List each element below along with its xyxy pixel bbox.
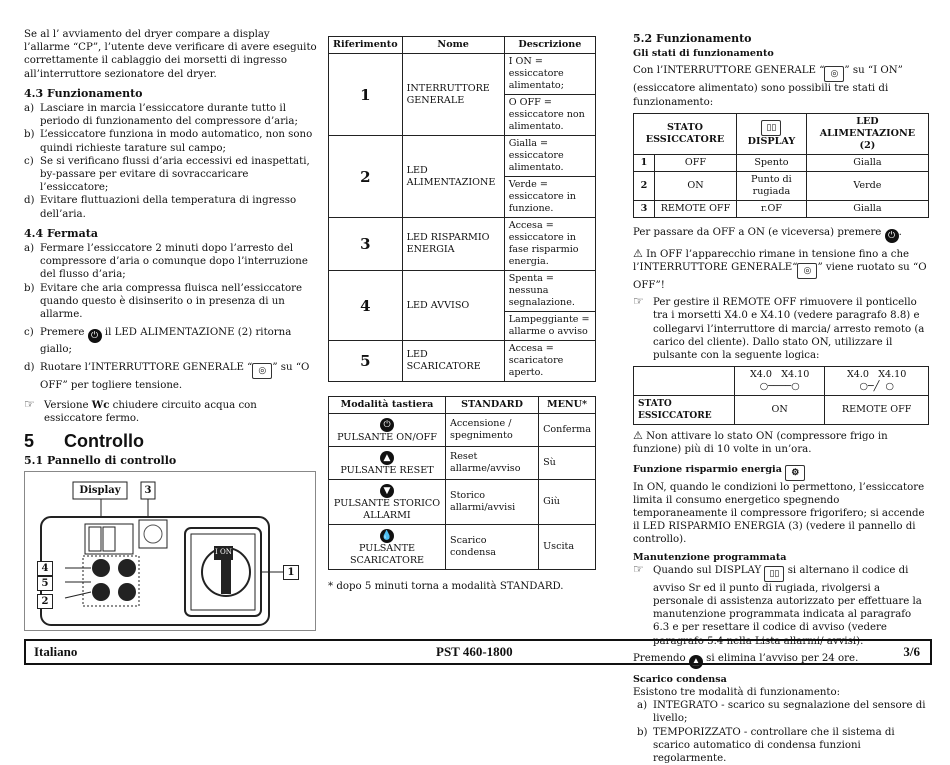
footer-model: PST 460-1800 [436, 644, 513, 659]
table-row: 3 LED RISPARMIO ENERGIA Accesa = essiccatore in fase risparmio energia. [329, 218, 596, 271]
main-switch-icon: ◎ [252, 363, 272, 379]
intro-paragraph: Se al l’ avviamento del dryer compare a display l’allarme “CP”, l’utente deve verificare di avere eseguito correttamente il cablaggio dei morsetti di ingresso all’interruttore sezionatore del dryer. [24, 29, 317, 80]
pointing-hand-icon: ☞ [24, 396, 35, 411]
table-header: STATO ESSICCATORE [634, 113, 737, 154]
pointing-hand-icon: ☞ [633, 294, 644, 309]
display-icon: ▯▯ [761, 120, 781, 136]
on-off-button-icon: ⏻ [380, 418, 394, 432]
list-item: d) Ruotare l’INTERRUTTORE GENERALE “ ◎ ” su “O OFF” per togliere tensione. [24, 362, 310, 392]
reference-table [328, 36, 596, 382]
callout-1: 1 [283, 565, 299, 580]
section-4-4-title: 4.4 Fermata [24, 226, 98, 240]
table-header: Nome [402, 37, 504, 54]
on-contact-diagram: X4.0 X4.10 ○────○ [735, 367, 825, 396]
table-header: ▯▯ DISPLAY [736, 113, 806, 154]
energy-saving-title: Funzione risparmio energia ⚙ [633, 463, 929, 481]
on-off-button-icon: ⏻ [88, 329, 102, 343]
table-row: ⏻ PULSANTE ON/OFF Accensione / spegnimento Conferma [329, 414, 596, 447]
table-row: O OFF = essiccatore non alimentato. [329, 95, 596, 136]
remote-off-table [633, 366, 929, 425]
section-4-3-title: 4.3 Funzionamento [24, 86, 143, 100]
table-row: 2 LED ALIMENTAZIONE Gialla = essiccatore alimentato. [329, 136, 596, 177]
switch-on-label: I ON [214, 546, 233, 559]
reset-button-icon: ▲ [689, 655, 703, 669]
warning-dismiss: Premendo ▲ si elimina l’avviso per 24 ore. [633, 652, 859, 667]
pointing-hand-icon: ☞ [633, 561, 644, 576]
list-item: b) Evitare che aria compressa fluisca nell’essiccatore quando questo è disinserito o in presenza di un allarme. [24, 282, 303, 321]
list-item: b) TEMPORIZZATO - controllare che il sistema di scarico automatico di condensa funzioni regolarmente. [637, 726, 895, 765]
table-header: LED ALIMENTAZIONE (2) [806, 113, 928, 154]
control-panel-diagram [24, 471, 316, 631]
on-off-button-icon: ⏻ [885, 229, 899, 243]
section-4-3-list [24, 102, 318, 221]
warning-icon: ⚠ [633, 246, 643, 260]
main-switch-icon: ◎ [824, 66, 844, 82]
table-row: 4 LED AVVISO Spenta = nessuna segnalazione. [329, 271, 596, 312]
footer-page-number: 3/6 [903, 644, 920, 659]
keyboard-mode-table [328, 396, 596, 570]
footer-language: Italiano [34, 644, 78, 659]
warning-off-tension: ⚠ In OFF l’apparecchio rimane in tensione fino a che l’INTERRUTTORE GENERALE“ ◎ ” viene ruotato su “O OFF”! [633, 246, 927, 292]
table-row: 2 ON Punto di rugiada Verde [634, 171, 929, 200]
section-5-2-title: 5.2 Funzionamento [633, 32, 752, 45]
table-row: ▲ PULSANTE RESET Reset allarme/avviso Sù [329, 447, 596, 480]
alarm-history-button-icon: ▼ [380, 484, 394, 498]
table-row: ▼ PULSANTE STORICO ALLARMI Storico allarmi/avvisi Giù [329, 480, 596, 525]
states-intro: Con l’INTERRUTTORE GENERALE “ ◎ ” su “I ON” (essiccatore alimentato) sono possibili tre stati di funzionamento: [633, 65, 903, 108]
energy-saving-icon: ⚙ [785, 465, 805, 481]
page-footer [24, 639, 932, 665]
remote-contact-diagram: X4.0 X4.10 ○─╱ ○ [825, 367, 929, 396]
callout-3: 3 [144, 485, 152, 497]
drain-list [633, 699, 929, 765]
callout-2: 2 [37, 594, 53, 609]
table-header: MENU* [539, 397, 596, 414]
table-footnote: * dopo 5 minuti torna a modalità STANDARD. [328, 581, 564, 592]
main-switch-icon: ◎ [797, 263, 817, 279]
column-left [24, 28, 318, 631]
list-item: b) L’essiccatore funziona in modo automatico, non sono quindi richieste tarature sul campo; [24, 129, 313, 154]
reset-button-icon: ▲ [380, 451, 394, 465]
list-item: a) Lasciare in marcia l’essiccatore durante tutto il periodo di funzionamento del compressore d’aria; [24, 103, 298, 128]
table-row: 5 LED SCARICATORE Accesa = scaricatore aperto. [329, 341, 596, 382]
table-header: Descrizione [504, 37, 595, 54]
remote-off-note: ☞ Per gestire il REMOTE OFF rimuovere il ponticello tra i morsetti X4.0 e X4.10 (vedere paragrafo 8.8) e collegarvi l’interruttore di marcia/ arresto remoto (a carico del cliente). Dallo stato ON, utilizzare il pulsante con la seguente logica: [633, 294, 925, 362]
callout-4: 4 [37, 561, 53, 576]
states-title: Gli stati di funzionamento [633, 48, 774, 60]
maintenance-title: Manutenzione programmata [633, 551, 787, 563]
control-panel-drawing [25, 472, 315, 630]
column-middle [328, 36, 596, 597]
maintenance-text: ☞ Quando sul DISPLAY ▯▯ si alternano il codice di avviso Sr ed il punto di rugiada, rivolgersi a personale di assistenza autorizzato per effettuare la manutenzione programmata indicata al paragrafo 6.3 e per resettare il codice di avviso (vedere paragrafo 5.4 nella Lista allarmi/ avvisi). [633, 561, 922, 647]
table-row: Verde = essiccatore in funzione. [329, 177, 596, 218]
off-on-instruction: Per passare da OFF a ON (e viceversa) premere ⏻ . [633, 226, 902, 241]
table-header: STANDARD [446, 397, 539, 414]
table-row: 💧 PULSANTE SCARICATORE Scarico condensa Uscita [329, 525, 596, 570]
table-row: STATO ESSICCATORE ON REMOTE OFF [634, 396, 929, 425]
section-5-title: 5 Controllo [24, 431, 144, 452]
energy-saving-text: In ON, quando le condizioni lo permettono, l’essiccatore limita il consumo energetico spegnendo temporaneamente il compressore frigorifero; si accende il LED RISPARMIO ENERGIA (3) (vedere il pannello di controllo). [633, 481, 925, 546]
drain-button-icon: 💧 [381, 531, 393, 541]
warning-on-limit: ⚠ Non attivare lo stato ON (compressore frigo in funzione) più di 10 volte in un’ora. [633, 429, 888, 456]
section-5-1-title: 5.1 Pannello di controllo [24, 454, 177, 468]
display-icon: ▯▯ [764, 566, 784, 582]
list-item: c) Premere ⏻ il LED ALIMENTAZIONE (2) ritorna giallo; [24, 327, 292, 356]
section-4-4-list [24, 242, 318, 393]
list-item: d) Evitare fluttuazioni della temperatura di ingresso dell’aria. [24, 195, 297, 220]
warning-icon: ⚠ [633, 429, 643, 443]
drain-text: Esistono tre modalità di funzionamento: [633, 687, 841, 699]
callout-5: 5 [37, 576, 53, 591]
table-row: 1 OFF Spento Gialla [634, 154, 929, 171]
list-item: c) Se si verificano flussi d’aria eccessivi ed inaspettati, by-passare per evitare di sovraccaricare l’essiccatore; [24, 155, 310, 194]
display-callout: Display [79, 485, 121, 497]
table-row: 1 INTERRUTTORE GENERALE I ON = essiccatore alimentato; [329, 54, 596, 95]
list-item: a) Fermare l’essiccatore 2 minuti dopo l’arresto del compressore d’aria o comunque dopo l’interruzione del flusso d’aria; [24, 243, 308, 281]
list-item: a) INTEGRATO - scarico su segnalazione del sensore di livello; [637, 700, 926, 725]
wc-note: ☞ Versione Wc chiudere circuito acqua con essiccatore fermo. [24, 396, 257, 424]
table-header: Modalità tastiera [329, 397, 446, 414]
drain-title: Scarico condensa [633, 673, 727, 685]
table-row: 3 REMOTE OFF r.OF Gialla [634, 200, 929, 217]
table-header: Riferimento [329, 37, 403, 54]
states-table [633, 113, 929, 218]
table-row: Lampeggiante = allarme o avviso [329, 312, 596, 341]
